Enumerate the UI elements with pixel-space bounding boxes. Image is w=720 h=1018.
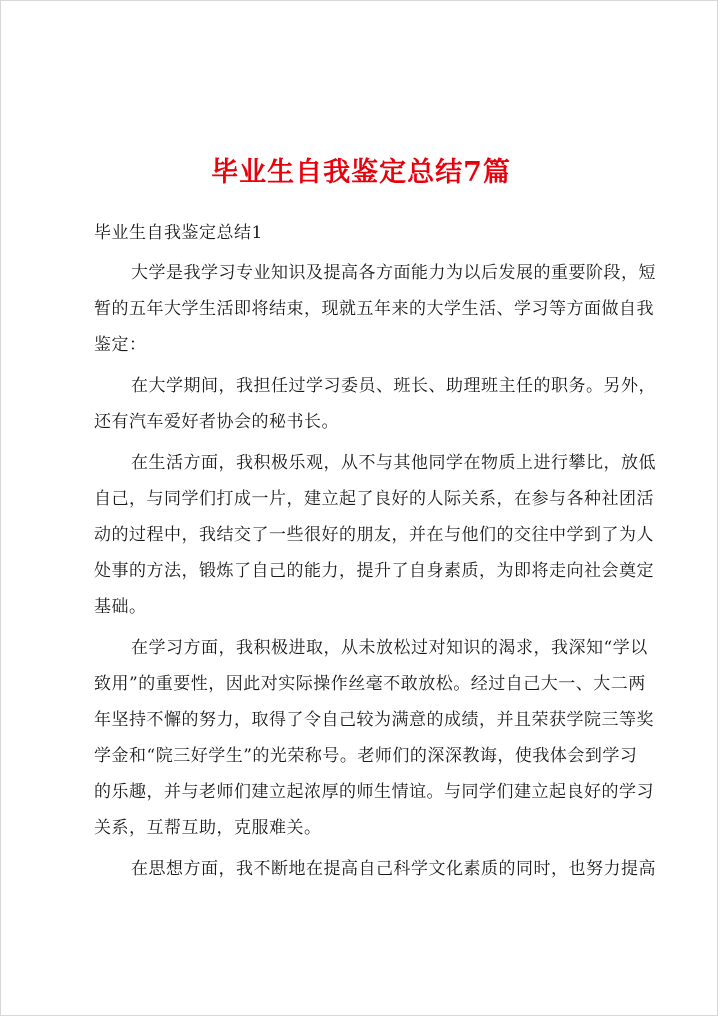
paragraph-line: 暂的五年大学生活即将结束，现就五年来的大学生活、学习等方面做自我 [94,299,654,319]
paragraph-line: 自己，与同学们打成一片，建立起了良好的人际关系，在参与各种社团活 [94,489,654,509]
paragraph-line: 鉴定： [94,335,147,355]
paragraph-line: 在大学期间，我担任过学习委员、班长、助理班主任的职务。另外， [131,376,656,396]
paragraph-line: 还有汽车爱好者协会的秘书长。 [94,412,339,432]
paragraph-line: 在学习方面，我积极进取，从未放松过对知识的渴求，我深知“学以 [131,638,648,658]
paragraph-line: 处事的方法，锻炼了自己的能力，提升了自身素质，为即将走向社会奠定 [94,561,654,581]
paragraph-line: 在思想方面，我不断地在提高自己科学文化素质的同时，也努力提高 [131,859,656,879]
paragraph-line: 基础。 [94,597,147,617]
paragraph-line: 动的过程中，我结交了一些很好的朋友，并在与他们的交往中学到了为人 [94,525,654,545]
paragraph-line: 关系，互帮互助，克服难关。 [94,818,322,838]
paragraph-line: 大学是我学习专业知识及提高各方面能力为以后发展的重要阶段，短 [131,263,656,283]
paragraph-line: 致用”的重要性，因此对实际操作丝毫不敢放松。经过自己大一、大二两 [94,674,646,694]
paragraph-line: 的乐趣，并与老师们建立起浓厚的师生情谊。与同学们建立起良好的学习 [94,782,654,802]
document-title: 毕业生自我鉴定总结7篇 [211,157,511,188]
section-heading: 毕业生自我鉴定总结1 [94,223,263,243]
paragraph-line: 在生活方面，我积极乐观，从不与其他同学在物质上进行攀比，放低 [131,453,656,473]
paragraph-line: 学金和“院三好学生”的光荣称号。老师们的深深教诲，使我体会到学习 [94,746,638,766]
paragraph-line: 年坚持不懈的努力，取得了令自己较为满意的成绩，并且荣获学院三等奖 [94,710,654,730]
